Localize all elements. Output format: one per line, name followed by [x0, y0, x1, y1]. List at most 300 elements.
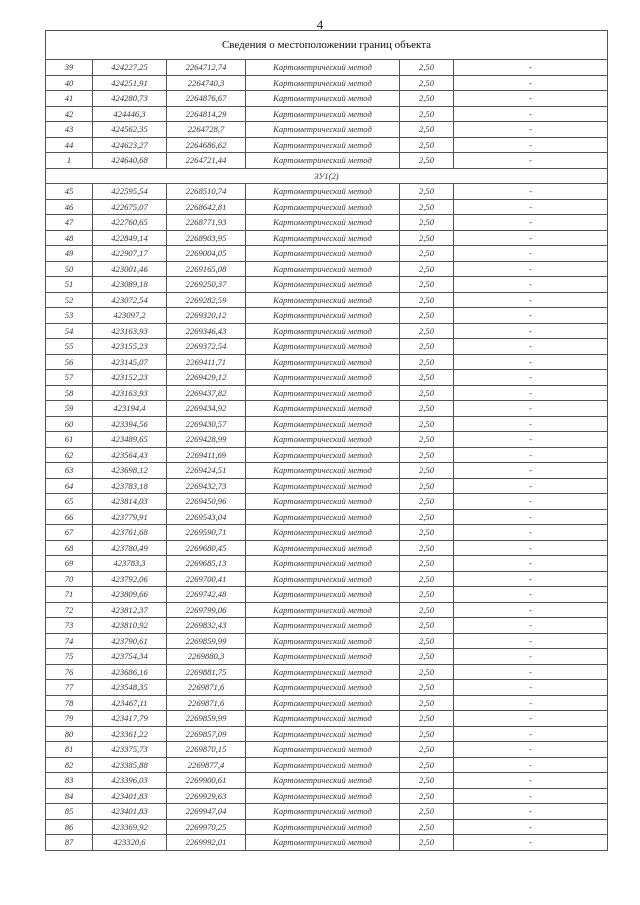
description-cell: -	[454, 292, 608, 308]
y-coordinate-cell: 2269590,71	[167, 525, 246, 541]
method-cell: Картометрический метод	[246, 261, 400, 277]
method-cell: Картометрический метод	[246, 602, 400, 618]
description-cell: -	[454, 680, 608, 696]
x-coordinate-cell: 423564,43	[93, 447, 167, 463]
point-number-cell: 53	[46, 308, 93, 324]
method-cell: Картометрический метод	[246, 757, 400, 773]
x-coordinate-cell: 423145,07	[93, 354, 167, 370]
x-coordinate-cell: 424280,73	[93, 91, 167, 107]
accuracy-cell: 2,50	[400, 556, 454, 572]
point-number-cell: 84	[46, 788, 93, 804]
method-cell: Картометрический метод	[246, 587, 400, 603]
y-coordinate-cell: 2269004,05	[167, 246, 246, 262]
y-coordinate-cell: 2268771,93	[167, 215, 246, 231]
table-row	[46, 773, 608, 789]
point-number-cell: 43	[46, 122, 93, 138]
y-coordinate-cell: 2269859,99	[167, 711, 246, 727]
method-cell: Картометрический метод	[246, 292, 400, 308]
x-coordinate-cell: 423152,23	[93, 370, 167, 386]
description-cell: -	[454, 246, 608, 262]
point-number-cell: 68	[46, 540, 93, 556]
point-number-cell: 39	[46, 60, 93, 76]
point-number-cell: 82	[46, 757, 93, 773]
accuracy-cell: 2,50	[400, 246, 454, 262]
table-row	[46, 804, 608, 820]
point-number-cell: 72	[46, 602, 93, 618]
point-number-cell: 78	[46, 695, 93, 711]
point-number-cell: 48	[46, 230, 93, 246]
table-row	[46, 664, 608, 680]
table-row	[46, 339, 608, 355]
x-coordinate-cell: 422595,54	[93, 184, 167, 200]
description-cell: -	[454, 75, 608, 91]
point-number-cell: 61	[46, 432, 93, 448]
y-coordinate-cell: 2269429,12	[167, 370, 246, 386]
x-coordinate-cell: 422760,65	[93, 215, 167, 231]
description-cell: -	[454, 385, 608, 401]
y-coordinate-cell: 2269320,12	[167, 308, 246, 324]
table-row	[46, 261, 608, 277]
table-row	[46, 122, 608, 138]
table-row	[46, 60, 608, 76]
accuracy-cell: 2,50	[400, 633, 454, 649]
accuracy-cell: 2,50	[400, 742, 454, 758]
point-number-cell: 54	[46, 323, 93, 339]
description-cell: -	[454, 649, 608, 665]
x-coordinate-cell: 424251,91	[93, 75, 167, 91]
description-cell: -	[454, 835, 608, 851]
accuracy-cell: 2,50	[400, 835, 454, 851]
point-number-cell: 70	[46, 571, 93, 587]
table-row	[46, 323, 608, 339]
x-coordinate-cell: 423163,93	[93, 323, 167, 339]
description-cell: -	[454, 618, 608, 634]
point-number-cell: 49	[46, 246, 93, 262]
table-row	[46, 106, 608, 122]
accuracy-cell: 2,50	[400, 773, 454, 789]
table-row	[46, 308, 608, 324]
x-coordinate-cell: 423779,91	[93, 509, 167, 525]
table-row	[46, 571, 608, 587]
y-coordinate-cell: 2269434,92	[167, 401, 246, 417]
x-coordinate-cell: 423194,4	[93, 401, 167, 417]
point-number-cell: 86	[46, 819, 93, 835]
point-number-cell: 73	[46, 618, 93, 634]
x-coordinate-cell: 423812,37	[93, 602, 167, 618]
method-cell: Картометрический метод	[246, 370, 400, 386]
y-coordinate-cell: 2269700,41	[167, 571, 246, 587]
y-coordinate-cell: 2269250,37	[167, 277, 246, 293]
method-cell: Картометрический метод	[246, 122, 400, 138]
y-coordinate-cell: 2269685,13	[167, 556, 246, 572]
accuracy-cell: 2,50	[400, 91, 454, 107]
point-number-cell: 56	[46, 354, 93, 370]
table-row	[46, 509, 608, 525]
y-coordinate-cell: 2269992,01	[167, 835, 246, 851]
y-coordinate-cell: 2269282,59	[167, 292, 246, 308]
description-cell: -	[454, 416, 608, 432]
accuracy-cell: 2,50	[400, 726, 454, 742]
method-cell: Картометрический метод	[246, 153, 400, 169]
accuracy-cell: 2,50	[400, 618, 454, 634]
x-coordinate-cell: 423385,88	[93, 757, 167, 773]
point-number-cell: 69	[46, 556, 93, 572]
accuracy-cell: 2,50	[400, 277, 454, 293]
table-row	[46, 277, 608, 293]
accuracy-cell: 2,50	[400, 711, 454, 727]
y-coordinate-cell: 2264721,44	[167, 153, 246, 169]
method-cell: Картометрический метод	[246, 742, 400, 758]
x-coordinate-cell: 422675,07	[93, 199, 167, 215]
method-cell: Картометрический метод	[246, 509, 400, 525]
y-coordinate-cell: 2269428,99	[167, 432, 246, 448]
table-row	[46, 137, 608, 153]
x-coordinate-cell: 423361,22	[93, 726, 167, 742]
y-coordinate-cell: 2269970,25	[167, 819, 246, 835]
method-cell: Картометрический метод	[246, 106, 400, 122]
x-coordinate-cell: 423548,35	[93, 680, 167, 696]
table-row	[46, 230, 608, 246]
method-cell: Картометрический метод	[246, 416, 400, 432]
table-row	[46, 680, 608, 696]
table-row	[46, 618, 608, 634]
page-number: 4	[316, 17, 324, 32]
x-coordinate-cell: 423320,6	[93, 835, 167, 851]
x-coordinate-cell: 423814,03	[93, 494, 167, 510]
point-number-cell: 47	[46, 215, 93, 231]
point-number-cell: 45	[46, 184, 93, 200]
method-cell: Картометрический метод	[246, 664, 400, 680]
table-title: Сведения о местоположении границ объекта	[46, 31, 608, 60]
x-coordinate-cell: 423754,34	[93, 649, 167, 665]
method-cell: Картометрический метод	[246, 215, 400, 231]
point-number-cell: 41	[46, 91, 93, 107]
accuracy-cell: 2,50	[400, 308, 454, 324]
description-cell: -	[454, 711, 608, 727]
table-row	[46, 385, 608, 401]
accuracy-cell: 2,50	[400, 819, 454, 835]
x-coordinate-cell: 423089,18	[93, 277, 167, 293]
description-cell: -	[454, 308, 608, 324]
accuracy-cell: 2,50	[400, 60, 454, 76]
point-number-cell: 50	[46, 261, 93, 277]
accuracy-cell: 2,50	[400, 215, 454, 231]
method-cell: Картометрический метод	[246, 494, 400, 510]
method-cell: Картометрический метод	[246, 447, 400, 463]
method-cell: Картометрический метод	[246, 540, 400, 556]
description-cell: -	[454, 788, 608, 804]
accuracy-cell: 2,50	[400, 370, 454, 386]
y-coordinate-cell: 2269799,06	[167, 602, 246, 618]
method-cell: Картометрический метод	[246, 680, 400, 696]
description-cell: -	[454, 60, 608, 76]
x-coordinate-cell: 423417,79	[93, 711, 167, 727]
description-cell: -	[454, 726, 608, 742]
table-row	[46, 292, 608, 308]
description-cell: -	[454, 804, 608, 820]
y-coordinate-cell: 2269450,96	[167, 494, 246, 510]
x-coordinate-cell: 423780,49	[93, 540, 167, 556]
method-cell: Картометрический метод	[246, 478, 400, 494]
accuracy-cell: 2,50	[400, 664, 454, 680]
description-cell: -	[454, 91, 608, 107]
y-coordinate-cell: 2269411,69	[167, 447, 246, 463]
description-cell: -	[454, 509, 608, 525]
method-cell: Картометрический метод	[246, 137, 400, 153]
section-label: ЗУ1(2)	[46, 168, 608, 184]
description-cell: -	[454, 478, 608, 494]
accuracy-cell: 2,50	[400, 292, 454, 308]
table-row	[46, 370, 608, 386]
point-number-cell: 52	[46, 292, 93, 308]
point-number-cell: 62	[46, 447, 93, 463]
method-cell: Картометрический метод	[246, 571, 400, 587]
table-row	[46, 649, 608, 665]
table-row	[46, 525, 608, 541]
y-coordinate-cell: 2264814,29	[167, 106, 246, 122]
method-cell: Картометрический метод	[246, 75, 400, 91]
x-coordinate-cell: 424562,35	[93, 122, 167, 138]
description-cell: -	[454, 215, 608, 231]
method-cell: Картометрический метод	[246, 246, 400, 262]
point-number-cell: 1	[46, 153, 93, 169]
y-coordinate-cell: 2269880,3	[167, 649, 246, 665]
x-coordinate-cell: 423761,68	[93, 525, 167, 541]
x-coordinate-cell: 423792,06	[93, 571, 167, 587]
section-row	[46, 168, 608, 184]
method-cell: Картометрический метод	[246, 695, 400, 711]
table-row	[46, 556, 608, 572]
method-cell: Картометрический метод	[246, 618, 400, 634]
x-coordinate-cell: 423783,18	[93, 478, 167, 494]
x-coordinate-cell: 423401,83	[93, 804, 167, 820]
accuracy-cell: 2,50	[400, 153, 454, 169]
x-coordinate-cell: 423698,12	[93, 463, 167, 479]
table-row	[46, 153, 608, 169]
method-cell: Картометрический метод	[246, 323, 400, 339]
y-coordinate-cell: 2269346,43	[167, 323, 246, 339]
method-cell: Картометрический метод	[246, 835, 400, 851]
description-cell: -	[454, 463, 608, 479]
description-cell: -	[454, 199, 608, 215]
method-cell: Картометрический метод	[246, 354, 400, 370]
description-cell: -	[454, 447, 608, 463]
method-cell: Картометрический метод	[246, 525, 400, 541]
description-cell: -	[454, 633, 608, 649]
y-coordinate-cell: 2268903,95	[167, 230, 246, 246]
point-number-cell: 83	[46, 773, 93, 789]
method-cell: Картометрический метод	[246, 339, 400, 355]
y-coordinate-cell: 2269877,4	[167, 757, 246, 773]
description-cell: -	[454, 432, 608, 448]
table-row	[46, 711, 608, 727]
y-coordinate-cell: 2264686,62	[167, 137, 246, 153]
y-coordinate-cell: 2269870,15	[167, 742, 246, 758]
y-coordinate-cell: 2264728,7	[167, 122, 246, 138]
description-cell: -	[454, 323, 608, 339]
table-row	[46, 75, 608, 91]
description-cell: -	[454, 261, 608, 277]
x-coordinate-cell: 424640,68	[93, 153, 167, 169]
point-number-cell: 40	[46, 75, 93, 91]
x-coordinate-cell: 423489,65	[93, 432, 167, 448]
x-coordinate-cell: 423783,3	[93, 556, 167, 572]
description-cell: -	[454, 153, 608, 169]
table-row	[46, 416, 608, 432]
point-number-cell: 77	[46, 680, 93, 696]
description-cell: -	[454, 106, 608, 122]
description-cell: -	[454, 230, 608, 246]
y-coordinate-cell: 2269832,43	[167, 618, 246, 634]
point-number-cell: 42	[46, 106, 93, 122]
x-coordinate-cell: 423394,56	[93, 416, 167, 432]
table-row	[46, 587, 608, 603]
point-number-cell: 59	[46, 401, 93, 417]
accuracy-cell: 2,50	[400, 540, 454, 556]
x-coordinate-cell: 423810,92	[93, 618, 167, 634]
method-cell: Картометрический метод	[246, 773, 400, 789]
method-cell: Картометрический метод	[246, 463, 400, 479]
method-cell: Картометрический метод	[246, 277, 400, 293]
y-coordinate-cell: 2269881,75	[167, 664, 246, 680]
accuracy-cell: 2,50	[400, 354, 454, 370]
method-cell: Картометрический метод	[246, 726, 400, 742]
y-coordinate-cell: 2269411,71	[167, 354, 246, 370]
method-cell: Картометрический метод	[246, 788, 400, 804]
accuracy-cell: 2,50	[400, 602, 454, 618]
accuracy-cell: 2,50	[400, 788, 454, 804]
y-coordinate-cell: 2269437,82	[167, 385, 246, 401]
x-coordinate-cell: 423155,23	[93, 339, 167, 355]
method-cell: Картометрический метод	[246, 308, 400, 324]
table-row	[46, 354, 608, 370]
description-cell: -	[454, 556, 608, 572]
method-cell: Картометрический метод	[246, 556, 400, 572]
x-coordinate-cell: 424227,25	[93, 60, 167, 76]
accuracy-cell: 2,50	[400, 447, 454, 463]
table-row	[46, 91, 608, 107]
accuracy-cell: 2,50	[400, 463, 454, 479]
table-row	[46, 494, 608, 510]
description-cell: -	[454, 695, 608, 711]
accuracy-cell: 2,50	[400, 137, 454, 153]
table-row	[46, 819, 608, 835]
y-coordinate-cell: 2269871,6	[167, 680, 246, 696]
point-number-cell: 71	[46, 587, 93, 603]
table-row	[46, 540, 608, 556]
method-cell: Картометрический метод	[246, 649, 400, 665]
description-cell: -	[454, 137, 608, 153]
accuracy-cell: 2,50	[400, 323, 454, 339]
x-coordinate-cell: 423401,83	[93, 788, 167, 804]
y-coordinate-cell: 2269900,61	[167, 773, 246, 789]
point-number-cell: 65	[46, 494, 93, 510]
y-coordinate-cell: 2269432,73	[167, 478, 246, 494]
y-coordinate-cell: 2269424,51	[167, 463, 246, 479]
table-row	[46, 199, 608, 215]
accuracy-cell: 2,50	[400, 587, 454, 603]
accuracy-cell: 2,50	[400, 122, 454, 138]
accuracy-cell: 2,50	[400, 804, 454, 820]
x-coordinate-cell: 423790,61	[93, 633, 167, 649]
method-cell: Картометрический метод	[246, 633, 400, 649]
y-coordinate-cell: 2269430,57	[167, 416, 246, 432]
x-coordinate-cell: 423163,93	[93, 385, 167, 401]
accuracy-cell: 2,50	[400, 199, 454, 215]
point-number-cell: 44	[46, 137, 93, 153]
accuracy-cell: 2,50	[400, 339, 454, 355]
x-coordinate-cell: 422849,14	[93, 230, 167, 246]
accuracy-cell: 2,50	[400, 106, 454, 122]
point-number-cell: 60	[46, 416, 93, 432]
description-cell: -	[454, 525, 608, 541]
y-coordinate-cell: 2269543,04	[167, 509, 246, 525]
accuracy-cell: 2,50	[400, 230, 454, 246]
point-number-cell: 74	[46, 633, 93, 649]
point-number-cell: 79	[46, 711, 93, 727]
table-row	[46, 788, 608, 804]
x-coordinate-cell: 422907,17	[93, 246, 167, 262]
table-row	[46, 835, 608, 851]
accuracy-cell: 2,50	[400, 695, 454, 711]
y-coordinate-cell: 2269742,48	[167, 587, 246, 603]
table-row	[46, 184, 608, 200]
point-number-cell: 66	[46, 509, 93, 525]
description-cell: -	[454, 339, 608, 355]
table-row	[46, 633, 608, 649]
description-cell: -	[454, 401, 608, 417]
y-coordinate-cell: 2269680,45	[167, 540, 246, 556]
y-coordinate-cell: 2269859,99	[167, 633, 246, 649]
accuracy-cell: 2,50	[400, 401, 454, 417]
table-row	[46, 432, 608, 448]
description-cell: -	[454, 587, 608, 603]
x-coordinate-cell: 424623,27	[93, 137, 167, 153]
y-coordinate-cell: 2264876,67	[167, 91, 246, 107]
accuracy-cell: 2,50	[400, 494, 454, 510]
description-cell: -	[454, 757, 608, 773]
x-coordinate-cell: 423369,92	[93, 819, 167, 835]
point-number-cell: 55	[46, 339, 93, 355]
y-coordinate-cell: 2269165,08	[167, 261, 246, 277]
boundary-coordinates-table	[45, 30, 608, 851]
description-cell: -	[454, 540, 608, 556]
description-cell: -	[454, 773, 608, 789]
method-cell: Картометрический метод	[246, 199, 400, 215]
method-cell: Картометрический метод	[246, 401, 400, 417]
method-cell: Картометрический метод	[246, 819, 400, 835]
point-number-cell: 81	[46, 742, 93, 758]
method-cell: Картометрический метод	[246, 711, 400, 727]
table-row	[46, 246, 608, 262]
point-number-cell: 80	[46, 726, 93, 742]
accuracy-cell: 2,50	[400, 416, 454, 432]
point-number-cell: 63	[46, 463, 93, 479]
accuracy-cell: 2,50	[400, 680, 454, 696]
method-cell: Картометрический метод	[246, 230, 400, 246]
method-cell: Картометрический метод	[246, 60, 400, 76]
table-row	[46, 463, 608, 479]
description-cell: -	[454, 602, 608, 618]
y-coordinate-cell: 2268510,74	[167, 184, 246, 200]
accuracy-cell: 2,50	[400, 757, 454, 773]
x-coordinate-cell: 423467,11	[93, 695, 167, 711]
table-row	[46, 401, 608, 417]
point-number-cell: 67	[46, 525, 93, 541]
accuracy-cell: 2,50	[400, 478, 454, 494]
accuracy-cell: 2,50	[400, 432, 454, 448]
description-cell: -	[454, 571, 608, 587]
